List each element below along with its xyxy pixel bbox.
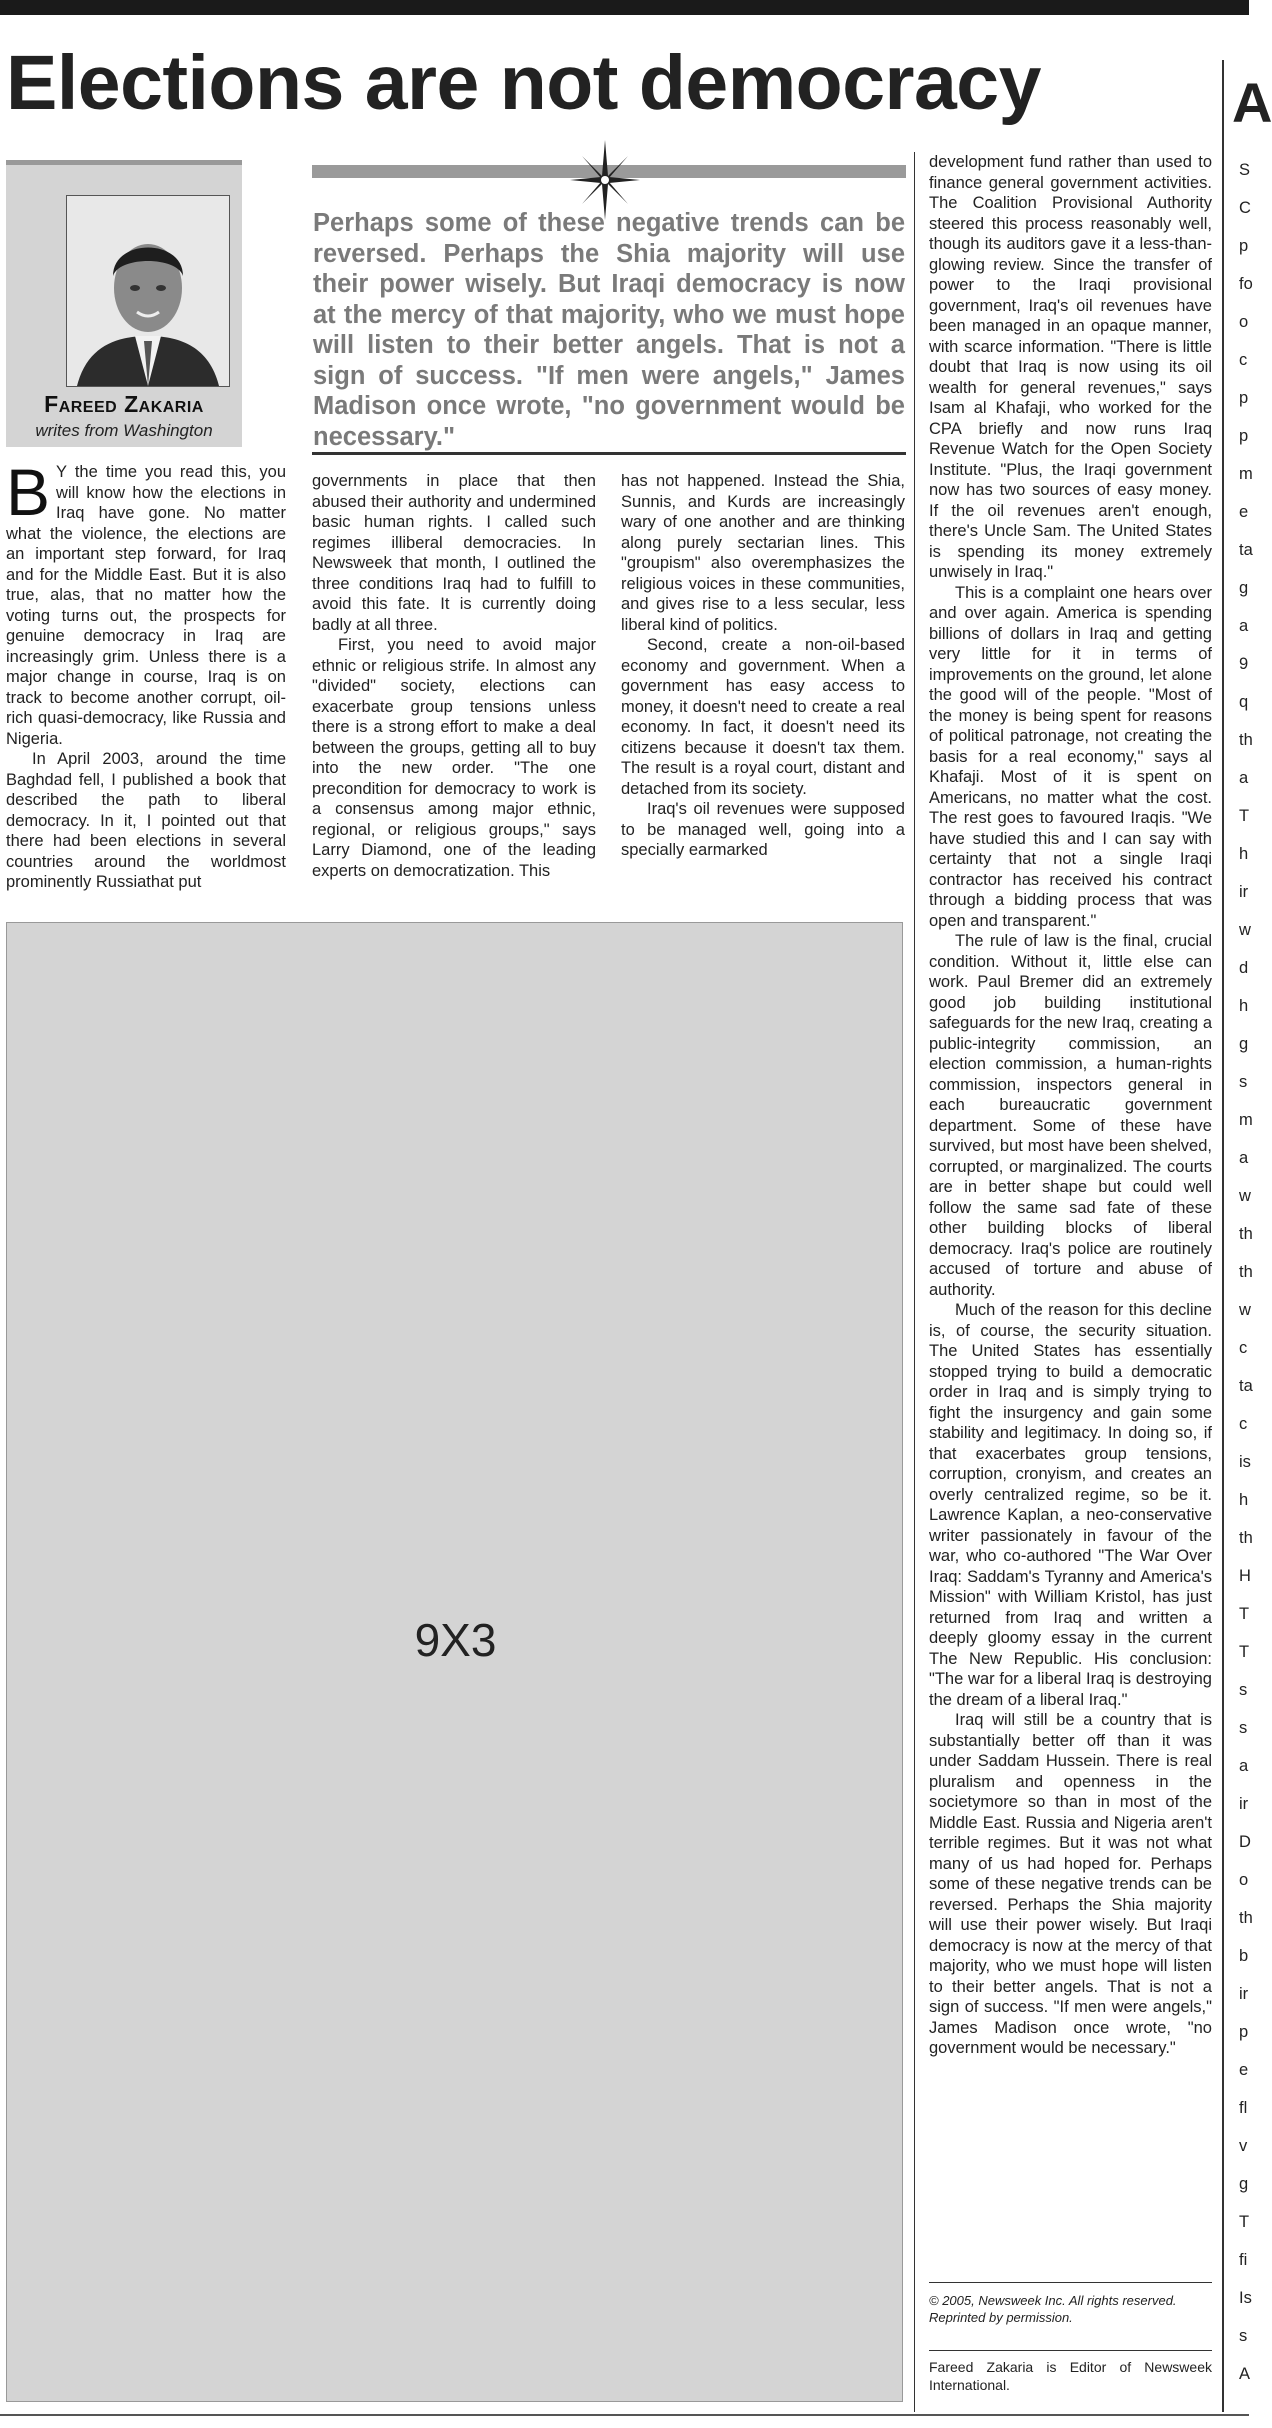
article-paragraph: has not happened. Instead the Shia, Sunnis, and Kurds are increasingly wary of one another and are thinking along purely sectarian lines. This "groupism" also overemphasizes the religious voices in these communities, and gives rise to a less secular, less liberal kind of politics. [621, 472, 905, 634]
article-column-3 [621, 471, 905, 861]
adjacent-line-start: s [1239, 1719, 1248, 1737]
adjacent-line-start: ir [1239, 883, 1249, 901]
adjacent-line-start: D [1239, 1833, 1251, 1851]
adjacent-line-start: ir [1239, 1795, 1249, 1813]
adjacent-line-start: A [1239, 2365, 1251, 2383]
adjacent-line-start: c [1239, 1339, 1248, 1357]
article-paragraph: B Y the time you read this, you will know how the elections in Iraq have gone. No matter what the violence, the elections are an important step forward, for Iraq and for the Middle East. But it is also true, alas, that no matter how the voting turns out, the prospects for genuine democracy in Iraq are increasingly grim. Unless there is a major change in course, Iraq is on track to become another corrupt, oil-rich quasi-democracy, like Russia and Nigeria. [6, 455, 286, 748]
adjacent-line-start: s [1239, 1681, 1248, 1699]
adjacent-line-start: S [1239, 161, 1251, 179]
adjacent-line-start: g [1239, 1035, 1249, 1053]
adjacent-line-start: m [1239, 1111, 1253, 1129]
adjacent-headline-fragment: A [1232, 71, 1272, 134]
author-bio: Fareed Zakaria is Editor of Newsweek International. [929, 2359, 1212, 2393]
adjacent-line-start: c [1239, 1415, 1248, 1433]
adjacent-line-start: g [1239, 2175, 1249, 2193]
adjacent-line-start: e [1239, 2061, 1249, 2079]
author-portrait-icon [67, 196, 229, 386]
adjacent-line-start: th [1239, 1529, 1253, 1547]
article-paragraph: Iraq's oil revenues were supposed to be managed well, going into a specially earmarked [621, 800, 905, 859]
bio-rule [929, 2350, 1212, 2351]
adjacent-line-start: p [1239, 389, 1249, 407]
adjacent-line-start: a [1239, 769, 1249, 787]
author-byline: writes from Washington [35, 421, 213, 440]
adjacent-line-start: d [1239, 959, 1249, 977]
article-paragraph: Second, create a non-oil-based economy and government. When a government has easy access to money, it doesn't need to create a real economy. In fact, it doesn't need its citizens because it doesn't tax them. The result is a royal court, distant and detached from its society. [621, 636, 905, 798]
copyright-notice: © 2005, Newsweek Inc. All rights reserved. Reprinted by permission. [929, 2293, 1177, 2325]
adjacent-line-start: a [1239, 1757, 1249, 1775]
adjacent-line-start: o [1239, 313, 1249, 331]
adjacent-line-start: p [1239, 427, 1249, 445]
adjacent-line-start: ta [1239, 1377, 1253, 1395]
adjacent-line-start: th [1239, 1263, 1253, 1281]
adjacent-line-start: o [1239, 1871, 1249, 1889]
bottom-rule [0, 2414, 1249, 2416]
article-paragraph: Much of the reason for this decline is, of course, the security situation. The United States has essentially stopped trying to build a democratic order in Iraq and is simply trying to fight the insurgency and gain some stability and legitimacy. In doing so, if that exacerbates group tensions, corruption, cronyism, and creates an overly centralized regime, so be it. Lawrence Kaplan, a neo-conservative writer passionately in favour of the war, who co-authored "The War Over Iraq: Saddam's Tyranny and America's Mission" with William Kristol, has just returned from Iraq and written a deeply gloomy essay in the current The New Republic. His conclusion: "The war for a liberal Iraq is destroying the dream of a liberal Iraq." [929, 1301, 1212, 1709]
adjacent-line-start: w [1239, 1301, 1251, 1319]
adjacent-line-start: b [1239, 1947, 1249, 1965]
adjacent-line-start: s [1239, 1073, 1248, 1091]
adjacent-line-start: T [1239, 807, 1250, 825]
adjacent-line-start: w [1239, 1187, 1251, 1205]
adjacent-line-start: h [1239, 997, 1249, 1015]
adjacent-line-start: Is [1239, 2289, 1252, 2307]
adjacent-line-start: ir [1239, 1985, 1249, 2003]
adjacent-line-start: q [1239, 693, 1249, 711]
adjacent-line-start: p [1239, 237, 1249, 255]
article-column-2 [312, 471, 596, 881]
author-name: Fareed Zakaria [44, 391, 204, 417]
column-divider [914, 152, 915, 2412]
adjacent-line-start: T [1239, 1643, 1250, 1661]
adjacent-line-start: a [1239, 617, 1249, 635]
article-paragraph: The rule of law is the final, crucial condition. Without it, little else can work. Paul Bremer did an extremely good job building institutional safeguards for the new Iraq, creating a public-integrity commission, an election commission, a human-rights commission, inspectors general in each bureaucratic government department. Some of these have survived, but most have been shelved, corrupted, or marginalized. The courts are in better shape but could well follow the same sad fate of these other building blocks of liberal democracy. Iraq's police are routinely accused of torture and abuse of authority. [929, 932, 1212, 1299]
adjacent-line-start: v [1239, 2137, 1248, 2155]
pull-quote-bottom-rule [312, 452, 906, 455]
ad-size-label: 9X3 [414, 1614, 497, 1666]
adjacent-line-start: th [1239, 1225, 1253, 1243]
article-paragraph: This is a complaint one hears over and over again. America is spending billions of dollars in Iraq and getting very little for it in terms of improvements on the ground, let alone the good will of the people. "Most of the money is being spent for reasons of political patronage, not creating the basis for a real economy," says al Khafaji. Most of it is spent on Americans, no matter what the cost. The rest goes to favoured Iraqis. "We have studied this and I can say with certainty that not a single Iraqi contractor has received his contract through a bidding process that was open and transparent." [929, 583, 1212, 930]
adjacent-line-start: fl [1239, 2099, 1248, 2117]
author-box [6, 160, 242, 447]
article-column-1 [6, 455, 286, 893]
headline: Elections are not democracy [6, 40, 1041, 126]
pull-quote: Perhaps some of these negative trends can be reversed. Perhaps the Shia majority will use their power wisely. But Iraqi democracy is now at the mercy of that majority, who we must hope will listen to their better angels. That is not a sign of success. "If men were angels," James Madison once wrote, "no government would be necessary." [313, 209, 905, 451]
adjacent-line-start: c [1239, 351, 1248, 369]
adjacent-line-start: h [1239, 845, 1249, 863]
adjacent-line-start: h [1239, 1491, 1249, 1509]
ad-placeholder [6, 922, 903, 2402]
adjacent-line-start: 9 [1239, 655, 1249, 673]
adjacent-line-start: C [1239, 199, 1251, 217]
adjacent-line-start: is [1239, 1453, 1251, 1471]
adjacent-line-start: m [1239, 465, 1253, 483]
adjacent-line-start: T [1239, 2213, 1250, 2231]
article-paragraph: development fund rather than used to finance general government activities. The Coalition Provisional Authority steered this process reasonably well, though its auditors gave it a less-than-glowing review. Since the transfer of power to the Iraqi provisional government, Iraq's oil revenues have been managed in an opaque manner, with scarce information. "There is little doubt that Iraq is now using its oil wealth for general revenues," says Isam al Khafaji, who worked for the CPA briefly and now runs Iraq Revenue Watch for the Open Society Institute. "Plus, the Iraqi government now has two sources of easy money. If the oil revenues aren't enough, there's Uncle Sam. The United States is spending its money extremely unwisely in Iraq." [929, 153, 1212, 581]
adjacent-line-start: a [1239, 1149, 1249, 1167]
adjacent-line-start: s [1239, 2327, 1248, 2345]
adjacent-line-start: th [1239, 731, 1253, 749]
article-paragraph: First, you need to avoid major ethnic or religious strife. In almost any "divided" society, elections can exacerbate group tensions unless there is a strong effort to make a deal between the groups, getting all to buy into the new order. "The one precondition for democracy to work is a consensus among major ethnic, regional, or religious groups," says Larry Diamond, one of the leading experts on democratization. This [312, 636, 596, 880]
adjacent-line-start: p [1239, 2023, 1249, 2041]
drop-cap: B [6, 455, 51, 529]
adjacent-line-start: fi [1239, 2251, 1248, 2269]
article-paragraph: In April 2003, around the time Baghdad fell, I published a book that described the path to liberal democracy. In it, I pointed out that there had been elections in several countries around the worldmost prominently Russiathat put [6, 750, 286, 891]
adjacent-line-start: th [1239, 1909, 1253, 1927]
article-paragraph: governments in place that then abused their authority and undermined basic human rights. I called such regimes illiberal democracies. In Newsweek that month, I outlined the three conditions Iraq had to fulfill to avoid this fate. It is currently doing badly at all three. [312, 472, 596, 634]
adjacent-line-start: H [1239, 1567, 1251, 1585]
column-divider [1222, 60, 1224, 2412]
top-rule [0, 0, 1249, 15]
adjacent-line-start: w [1239, 921, 1251, 939]
author-photo [66, 195, 230, 387]
adjacent-line-start: g [1239, 579, 1249, 597]
adjacent-line-start: ta [1239, 541, 1253, 559]
article-column-4 [929, 152, 1212, 2059]
adjacent-article-stub [1237, 60, 1253, 2410]
copyright-rule [929, 2282, 1212, 2283]
adjacent-line-start: fo [1239, 275, 1253, 293]
adjacent-line-start: T [1239, 1605, 1250, 1623]
article-paragraph: Iraq will still be a country that is substantially better off than it was under Saddam Hussein. There is real pluralism and openness in the societymore so than in most of the Middle East. Russia and Nigeria aren't terrible regimes. But it was not what many of us had hoped for. Perhaps some of these negative trends can be reversed. Perhaps the Shia majority will use their power wisely. But Iraqi democracy is now at the mercy of that majority, who we must hope will listen to their better angels. That is not a sign of success. "If men were angels," James Madison once wrote, "no government would be necessary." [929, 1711, 1212, 2057]
adjacent-line-start: e [1239, 503, 1249, 521]
